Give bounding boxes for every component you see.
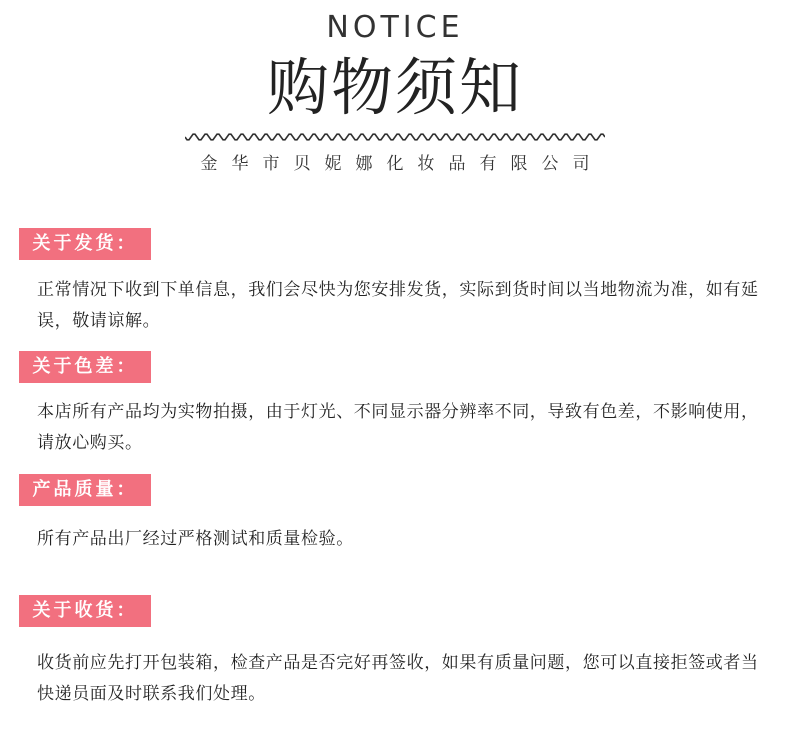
company-name: 金华市贝妮娜化妆品有限公司 (200, 154, 604, 174)
notice-label: NOTICE (326, 10, 464, 45)
wave-divider (185, 129, 605, 145)
section-tag-color-difference: 关于色差： (19, 351, 151, 383)
section-tag-quality: 产品质量： (19, 474, 151, 506)
section-tag-receiving: 关于收货： (19, 595, 151, 627)
page-title: 购物须知 (266, 51, 523, 124)
section-text-color-difference: 本店所有产品均为实物拍摄，由于灯光、不同显示器分辨率不同，导致有色差，不影响使用，请放心购买。 (37, 402, 759, 453)
section-text-quality: 所有产品出厂经过严格测试和质量检验。 (37, 529, 354, 549)
section-tag-shipping: 关于发货： (19, 228, 151, 260)
section-text-receiving: 收货前应先打开包装箱，检查产品是否完好再签收，如果有质量问题，您可以直接拒签或者当快递员面及时联系我们处理。 (37, 653, 759, 704)
section-text-shipping: 正常情况下收到下单信息，我们会尽快为您安排发货，实际到货时间以当地物流为准，如有延误，敬请谅解。 (37, 280, 759, 331)
